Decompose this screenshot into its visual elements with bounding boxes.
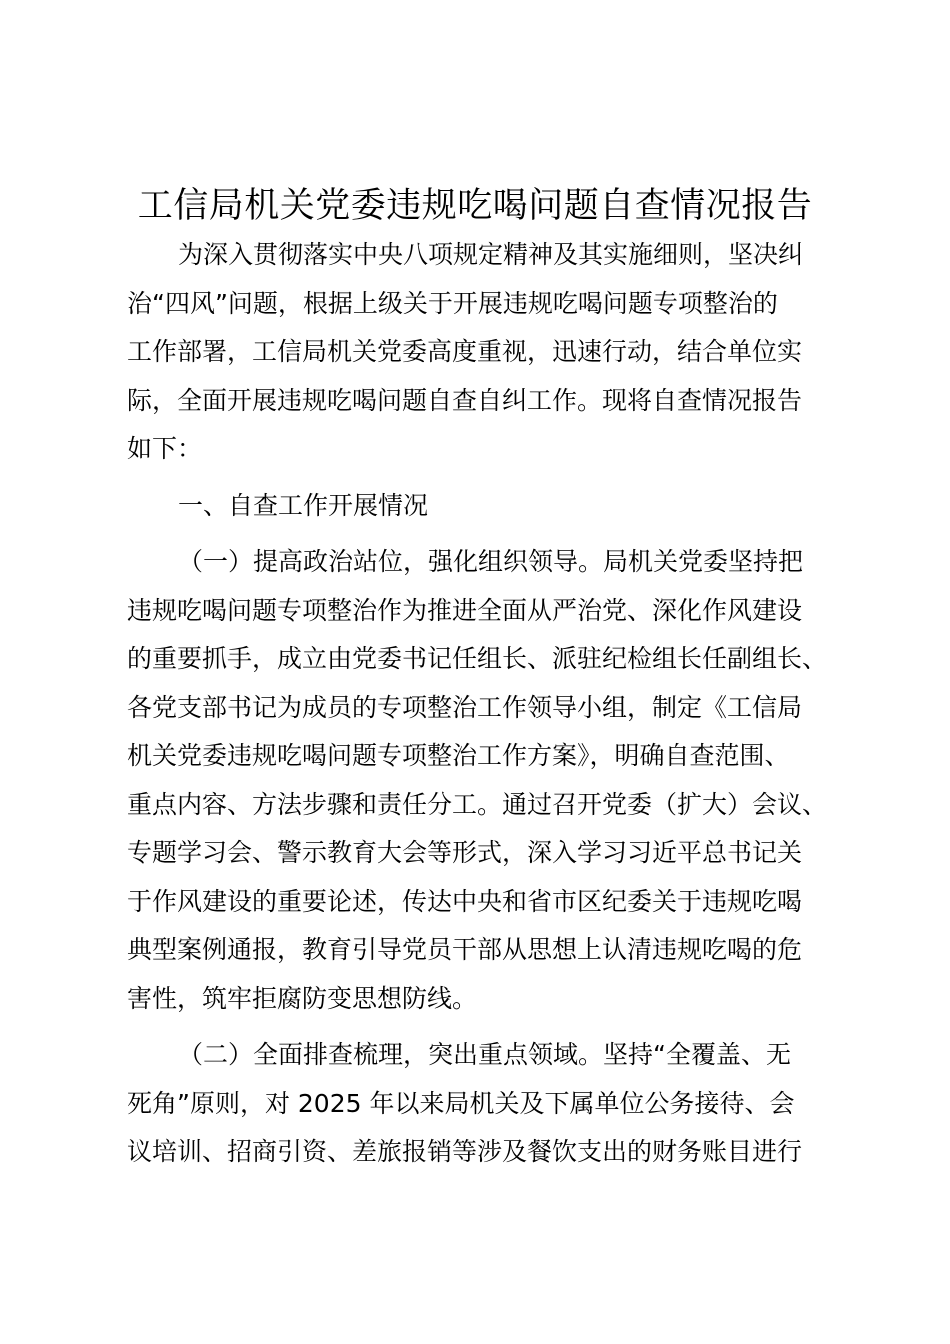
- document-title: 工信局机关党委违规吃喝问题自查情况报告: [137, 186, 813, 226]
- paragraph-1-line-9: 典型案例通报，教育引导党员干部从思想上认清违规吃喝的危: [127, 935, 803, 964]
- paragraph-2-line-2: 死角”原则，对 2025 年以来局机关及下属单位公务接待、会: [127, 1088, 795, 1118]
- paragraph-1-line-6: 重点内容、方法步骤和责任分工。通过召开党委（扩大）会议、: [127, 789, 828, 819]
- paragraph-2-line-1: （二）全面排查梳理，突出重点领域。坚持“全覆盖、无: [178, 1040, 791, 1069]
- paragraph-1-line-8: 于作风建设的重要论述，传达中央和省市区纪委关于违规吃喝: [127, 886, 803, 916]
- paragraph-1-line-1: （一）提高政治站位，强化组织领导。局机关党委坚持把: [178, 547, 804, 576]
- paragraph-1-line-7: 专题学习会、警示教育大会等形式，深入学习习近平总书记关: [127, 838, 803, 867]
- paragraph-intro-line-3: 工作部署，工信局机关党委高度重视，迅速行动，结合单位实: [127, 337, 803, 366]
- paragraph-1-line-3: 的重要抓手，成立由党委书记任组长、派驻纪检组长任副组长、: [127, 644, 828, 673]
- paragraph-1-line-5: 机关党委违规吃喝问题专项整治工作方案》，明确自查范围、: [127, 741, 790, 770]
- paragraph-1-line-2: 违规吃喝问题专项整治作为推进全面从严治党、深化作风建设: [127, 595, 803, 625]
- paragraph-intro-line-5: 如下：: [127, 434, 203, 463]
- paragraph-intro-line-2: 治“四风”问题，根据上级关于开展违规吃喝问题专项整治的: [127, 288, 778, 318]
- document-body: [127, 231, 847, 1177]
- paragraph-intro-line-1: 为深入贯彻落实中央八项规定精神及其实施细则，坚决纠: [178, 240, 804, 269]
- paragraph-2-line-3: 议培训、招商引资、差旅报销等涉及餐饮支出的财务账目进行: [127, 1137, 803, 1166]
- section-heading-1: 一、自查工作开展情况: [178, 490, 429, 520]
- paragraph-intro-line-4: 际，全面开展违规吃喝问题自查自纠工作。现将自查情况报告: [127, 385, 803, 415]
- paragraph-1-line-4: 各党支部书记为成员的专项整治工作领导小组，制定《工信局: [127, 692, 803, 722]
- paragraph-1-line-10: 害性，筑牢拒腐防变思想防线。: [127, 983, 478, 1013]
